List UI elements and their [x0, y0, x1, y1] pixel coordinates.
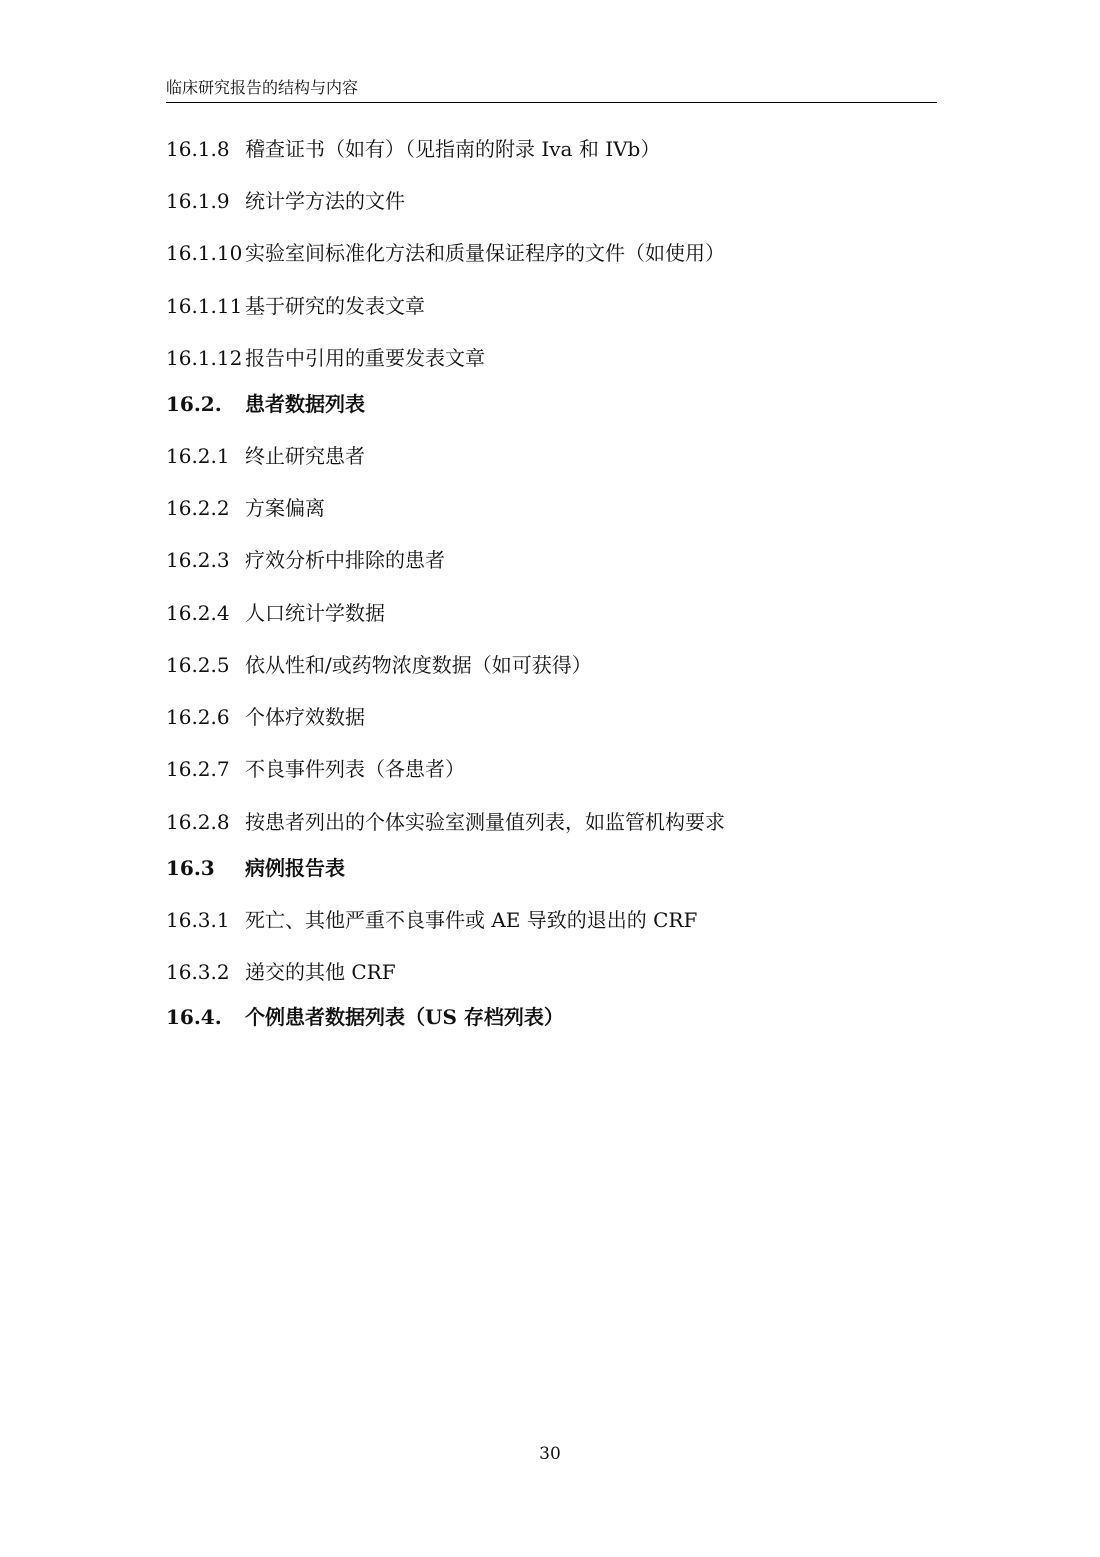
entry-text: 实验室间标准化方法和质量保证程序的文件（如使用）: [245, 241, 725, 265]
entry-text: 患者数据列表: [245, 392, 365, 416]
entry-number: 16.1.11: [166, 294, 243, 318]
entry-number: 16.1.8: [166, 137, 230, 161]
entry-number: 16.2.: [166, 392, 222, 416]
entry-text: 稽查证书（如有）（见指南的附录 Iva 和 IVb）: [245, 137, 661, 161]
entry-number: 16.2.8: [166, 810, 230, 834]
entry-number: 16.1.10: [166, 241, 243, 265]
entry-number: 16.3: [166, 856, 215, 880]
entry-number: 16.2.3: [166, 548, 230, 572]
page-number: 30: [539, 1444, 561, 1464]
entry-number: 16.1.12: [166, 346, 243, 370]
entry-number: 16.2.2: [166, 496, 230, 520]
entry-number: 16.2.5: [166, 653, 230, 677]
toc-entries: [166, 0, 937, 1100]
entry-text: 个体疗效数据: [245, 705, 365, 729]
entry-number: 16.2.1: [166, 444, 230, 468]
entry-number: 16.4.: [166, 1005, 222, 1029]
entry-text: 按患者列出的个体实验室测量值列表，如监管机构要求: [245, 810, 725, 834]
entry-number: 16.3.2: [166, 960, 230, 984]
header-title: 临床研究报告的结构与内容: [166, 78, 359, 97]
entry-text: 依从性和/或药物浓度数据（如可获得）: [245, 653, 592, 677]
entry-text: 人口统计学数据: [245, 601, 385, 625]
entry-text: 死亡、其他严重不良事件或 AE 导致的退出的 CRF: [245, 908, 698, 932]
entry-text: 不良事件列表（各患者）: [245, 757, 465, 781]
entry-text: 疗效分析中排除的患者: [245, 548, 445, 572]
entry-text: 个例患者数据列表（US 存档列表）: [245, 1005, 564, 1029]
entry-number: 16.2.6: [166, 705, 230, 729]
entry-text: 递交的其他 CRF: [245, 960, 396, 984]
entry-text: 病例报告表: [245, 856, 345, 880]
entry-number: 16.2.7: [166, 757, 230, 781]
entry-number: 16.2.4: [166, 601, 230, 625]
entry-text: 终止研究患者: [245, 444, 365, 468]
entry-number: 16.3.1: [166, 908, 230, 932]
entry-text: 方案偏离: [245, 496, 325, 520]
entry-text: 报告中引用的重要发表文章: [245, 346, 485, 370]
entry-number: 16.1.9: [166, 189, 230, 213]
entry-text: 基于研究的发表文章: [245, 294, 425, 318]
entry-text: 统计学方法的文件: [245, 189, 405, 213]
